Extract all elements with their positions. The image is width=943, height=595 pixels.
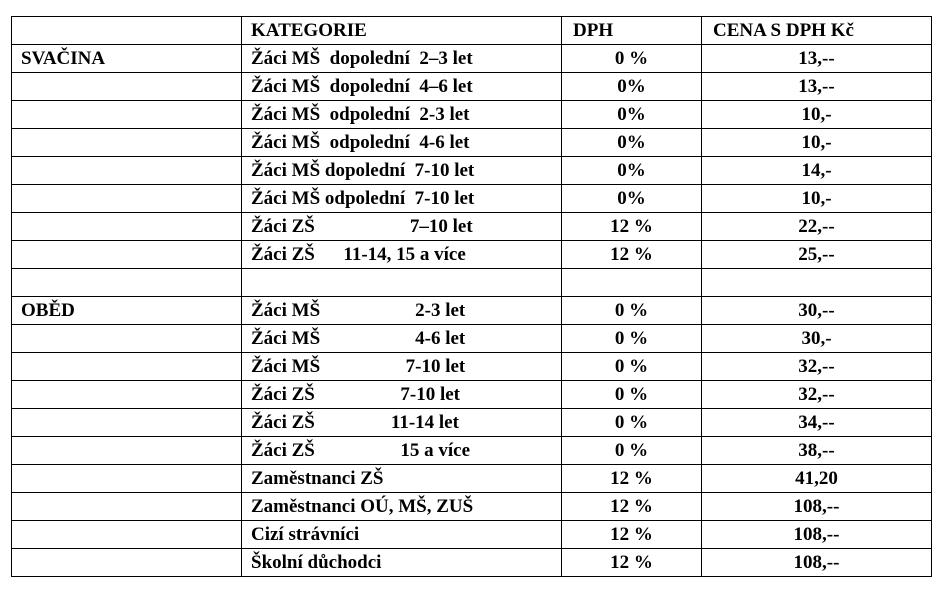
dph-cell: 0 %: [562, 45, 702, 73]
section-cell: [12, 73, 242, 101]
cena-cell: 108,--: [702, 549, 932, 577]
section-cell: [12, 129, 242, 157]
section-cell: [12, 437, 242, 465]
kategorie-cell: Žáci MŠ dopolední 4–6 let: [242, 73, 562, 101]
table-row: [12, 73, 932, 101]
cena-cell: 108,--: [702, 521, 932, 549]
section-cell: [12, 465, 242, 493]
cena-cell: 13,--: [702, 45, 932, 73]
spacer-row: [12, 269, 932, 297]
kategorie-cell: Žáci MŠ dopolední 2–3 let: [242, 45, 562, 73]
kategorie-cell: Žáci MŠ dopolední 7-10 let: [242, 157, 562, 185]
kategorie-cell: Školní důchodci: [242, 549, 562, 577]
section-cell: [12, 409, 242, 437]
price-table: [11, 16, 932, 577]
dph-cell: 0%: [562, 73, 702, 101]
cena-cell: 25,--: [702, 241, 932, 269]
dph-cell: 0 %: [562, 353, 702, 381]
kategorie-cell: Žáci ZŠ 7-10 let: [242, 381, 562, 409]
cena-cell: 41,20: [702, 465, 932, 493]
dph-cell: 12 %: [562, 521, 702, 549]
empty-cell: [242, 269, 562, 297]
dph-cell: 0 %: [562, 325, 702, 353]
table-row: [12, 549, 932, 577]
kategorie-cell: Žáci ZŠ 11-14 let: [242, 409, 562, 437]
table-row: [12, 101, 932, 129]
dph-cell: 0%: [562, 129, 702, 157]
table-row: [12, 129, 932, 157]
cena-cell: 10,-: [702, 185, 932, 213]
table-row: [12, 157, 932, 185]
cena-cell: 32,--: [702, 381, 932, 409]
dph-cell: 0 %: [562, 409, 702, 437]
dph-cell: 12 %: [562, 241, 702, 269]
table-row: [12, 437, 932, 465]
table-row: [12, 213, 932, 241]
dph-cell: 0%: [562, 101, 702, 129]
cena-cell: 10,-: [702, 129, 932, 157]
cena-cell: 38,--: [702, 437, 932, 465]
section-cell: [12, 213, 242, 241]
section-cell: [12, 521, 242, 549]
kategorie-cell: Cizí strávníci: [242, 521, 562, 549]
kategorie-cell: Žáci MŠ odpolední 2-3 let: [242, 101, 562, 129]
section-cell: [12, 157, 242, 185]
kategorie-cell: Žáci MŠ odpolední 7-10 let: [242, 185, 562, 213]
cena-cell: 14,-: [702, 157, 932, 185]
table-row: [12, 409, 932, 437]
dph-cell: 0 %: [562, 437, 702, 465]
section-name: SVAČINA: [12, 45, 242, 73]
cena-cell: 32,--: [702, 353, 932, 381]
table-row: [12, 465, 932, 493]
table-row: [12, 185, 932, 213]
kategorie-cell: Žáci MŠ odpolední 4-6 let: [242, 129, 562, 157]
dph-cell: 12 %: [562, 213, 702, 241]
cena-cell: 30,--: [702, 297, 932, 325]
table-row: [12, 521, 932, 549]
table-body: [12, 17, 932, 577]
kategorie-cell: Žáci MŠ 4-6 let: [242, 325, 562, 353]
cena-cell: 108,--: [702, 493, 932, 521]
dph-cell: 12 %: [562, 549, 702, 577]
kategorie-cell: Zaměstnanci OÚ, MŠ, ZUŠ: [242, 493, 562, 521]
cena-cell: 34,--: [702, 409, 932, 437]
dph-cell: 0%: [562, 157, 702, 185]
table-row: [12, 493, 932, 521]
table-row: [12, 241, 932, 269]
kategorie-cell: Zaměstnanci ZŠ: [242, 465, 562, 493]
table-row: [12, 325, 932, 353]
header-kategorie: KATEGORIE: [242, 17, 562, 45]
cena-cell: 10,-: [702, 101, 932, 129]
cena-cell: 13,--: [702, 73, 932, 101]
section-cell: [12, 381, 242, 409]
table-row: [12, 353, 932, 381]
section-cell: [12, 185, 242, 213]
kategorie-cell: Žáci MŠ 2-3 let: [242, 297, 562, 325]
section-cell: [12, 353, 242, 381]
cena-cell: 22,--: [702, 213, 932, 241]
section-cell: [12, 493, 242, 521]
header-row: [12, 17, 932, 45]
dph-cell: 0 %: [562, 381, 702, 409]
table-row: [12, 45, 932, 73]
kategorie-cell: Žáci ZŠ 11-14, 15 a více: [242, 241, 562, 269]
section-cell: [12, 101, 242, 129]
section-name: OBĚD: [12, 297, 242, 325]
header-cena: CENA S DPH Kč: [702, 17, 932, 45]
section-cell: [12, 549, 242, 577]
header-group-cell: [12, 17, 242, 45]
kategorie-cell: Žáci MŠ 7-10 let: [242, 353, 562, 381]
empty-cell: [562, 269, 702, 297]
dph-cell: 12 %: [562, 465, 702, 493]
section-cell: [12, 241, 242, 269]
dph-cell: 0 %: [562, 297, 702, 325]
table-row: [12, 381, 932, 409]
table-row: [12, 297, 932, 325]
dph-cell: 0%: [562, 185, 702, 213]
empty-cell: [12, 269, 242, 297]
dph-cell: 12 %: [562, 493, 702, 521]
kategorie-cell: Žáci ZŠ 15 a více: [242, 437, 562, 465]
kategorie-cell: Žáci ZŠ 7–10 let: [242, 213, 562, 241]
section-cell: [12, 325, 242, 353]
header-dph: DPH: [562, 17, 702, 45]
cena-cell: 30,-: [702, 325, 932, 353]
empty-cell: [702, 269, 932, 297]
